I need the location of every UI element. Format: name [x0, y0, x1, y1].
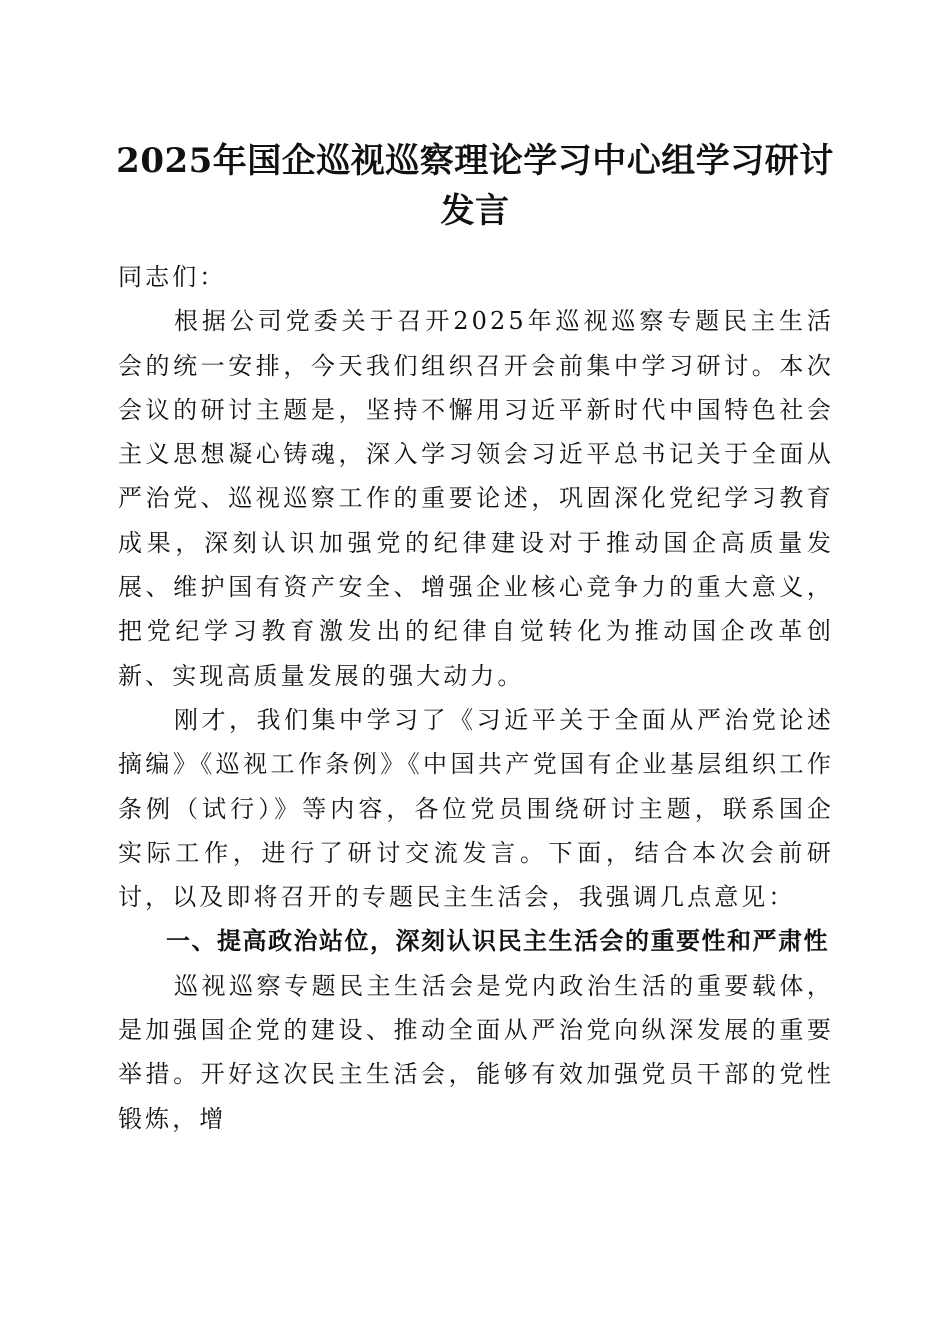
- document-title: 2025年国企巡视巡察理论学习中心组学习研讨发言: [116, 141, 834, 231]
- section-1-paragraph: 巡视巡察专题民主生活会是党内政治生活的重要载体，是加强国企党的建设、推动全面从严治党向纵深发展的重要举措。开好这次民主生活会，能够有效加强党员干部的党性锻炼，增: [118, 971, 834, 1133]
- section-heading-1: 一、提高政治站位，深刻认识民主生活会的重要性和严肃性: [166, 927, 829, 956]
- document-body: [118, 255, 834, 1141]
- paragraph-intro: 根据公司党委关于召开2025年巡视巡察专题民主生活会的统一安排，今天我们组织召开会前集中学习研讨。本次会议的研讨主题是，坚持不懈用习近平新时代中国特色社会主义思想凝心铸魂，深入学习领会习近平总书记关于全面从严治党、巡视巡察工作的重要论述，巩固深化党纪学习教育成果，深刻认识加强党的纪律建设对于推动国企高质量发展、维护国有资产安全、增强企业核心竞争力的重大意义，把党纪学习教育激发出的纪律自觉转化为推动国企改革创新、实现高质量发展的强大动力。: [118, 307, 834, 690]
- paragraph-study-summary: 刚才，我们集中学习了《习近平关于全面从严治党论述摘编》《巡视工作条例》《中国共产党国有企业基层组织工作条例（试行）》等内容，各位党员围绕研讨主题，联系国企实际工作，进行了研讨交流发言。下面，结合本次会前研讨，以及即将召开的专题民主生活会，我强调几点意见：: [118, 705, 834, 912]
- salutation: 同志们：: [118, 263, 227, 291]
